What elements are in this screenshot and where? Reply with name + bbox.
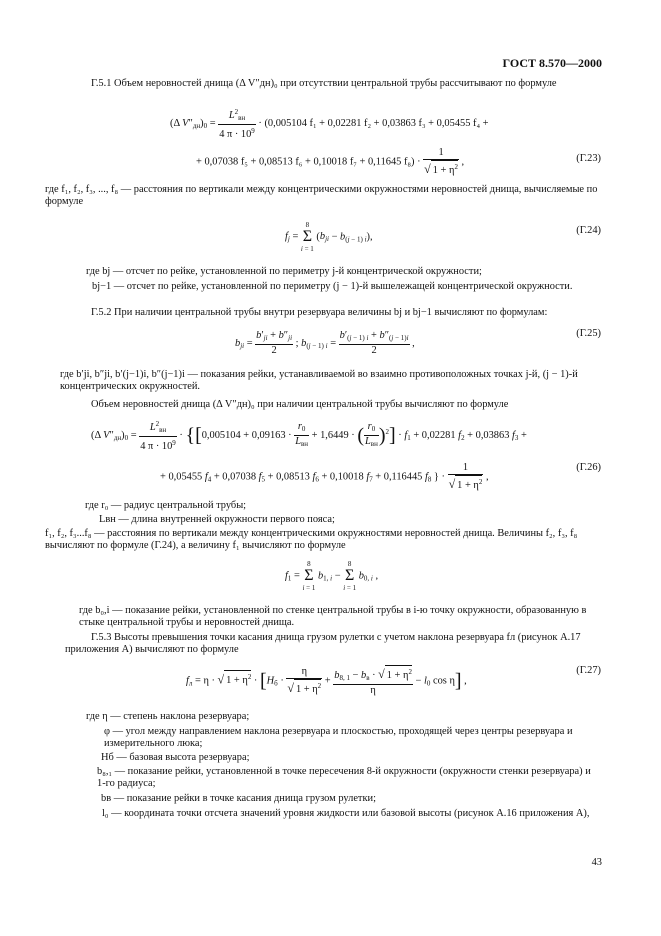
equation-number: (Г.27) [576,665,601,676]
definition-b-ji: где b′ji, b″ji, b′(j−1)i, b″(j−1)i — показания рейки, устанавливаемой во взаимно противоположных точках j-й, (j − 1)-й концентрических окружностей. [60,369,578,392]
definition-lvn: Lвн — длина внутренней окружности первого пояса; [99,514,335,525]
equation-g26-line2: + 0,05455 $f_4 + 0,07038$ $f_5 + 0,08513$ $f_6 + 0,10018$ $f_7 + 0,116445$ $f_8$ } · $\frac{1}{√ 1 + \eta^2}$ , [160,462,489,491]
definition-bj: где bj — отсчет по рейке, установленной по периметру j-й концентрической окружности; [86,266,482,277]
equation-g27: $f_л = \eta$ · √ $1 + \eta^2 \cdot [H_б$ · $\frac{\eta}{√ 1 + \eta^2}$ + $\frac{b_{8, 1} - b_в \cdot √ 1 + \eta^2}{\eta}$ − $l_0$ cos η] , [186,666,467,696]
definition-b81: b₈,₁ — показание рейки, установленной в точке пересечения 8-й окружности (окружности стенки резервуара) и 1-го радиуса; [97,766,591,789]
equation-g23-line1: (Δ $V''_{дн})_0$ = $\frac{L^2_{вн}}{4 \pi \cdot 10^9}$ · (0,005104 f₁ + 0,02281 f₂ + 0,03863 f₃ + 0,05455 f₄ + [170,108,489,140]
definition-f1-f8: f₁, f₂, f₃...f₈ — расстояния по вертикали между концентрическими окружностями неровностей днища. Величины f₂, f₃, f₈ вычисляют по формуле (Г.24), а величину f₁ вычисляют по формуле [45,528,578,551]
definition-hb: Hб — базовая высота резервуара; [101,752,250,763]
definition-bj-1: bj−1 — отсчет по рейке, установленной по периметру (j − 1)-й вышележащей концентрической окружности. [92,281,573,292]
definition-l0: l₀ — координата точки отсчета значений уровня жидкости или базовой высоты (рисунок А.16 приложения А), [102,808,590,819]
paragraph-volume: Объем неровностей днища (Δ V″дн)₀ при наличии центральной трубы вычисляют по формуле [91,399,509,410]
equation-f1: $f_1 = 8$ Σ i = 1 $b_{1, i} - 8$ Σ i = 1 $b_{0, i}$ , [285,560,379,592]
equation-g23-line2: + 0,07038 f₅ + 0,08513 f₆ + 0,10018 f₇ + 0,11645 f₈) · $\frac{1}{√ 1 + \eta^2}$ , [196,147,465,176]
paragraph-g52: Г.5.2 При наличии центральной трубы внутри резервуара величины bj и bj−1 вычисляют по формулам: [91,307,548,318]
paragraph-g53: Г.5.3 Высоты превышения точки касания днища грузом рулетки с учетом наклона резервуара fл (рисунок А.17 приложения А) вычисляют по формуле [65,632,581,655]
equation-number: (Г.23) [576,153,601,164]
definition-eta: где η — степень наклона резервуара; [86,711,250,722]
paragraph-g51: Г.5.1 Объем неровностей днища (Δ V″дн)₀ при отсутствии центральной трубы рассчитывают по формуле [91,78,557,89]
equation-g24: $f_j = 8$ Σ i = 1 $(b_{ji} - b_{(j - 1) i})$, [285,221,373,253]
equation-number: (Г.26) [576,462,601,473]
definition-phi: φ — угол между направлением наклона резервуара и плоскостью, проходящей через центры резервуара и измерительного люка; [104,726,573,749]
equation-g25: $b_{ji}$ = $\frac{b'_{ji} + b''_{ji}}{2}$ ; $b_{(j - 1) i}$ = $\frac{b'_{(j - 1) i} + b''_{(j - 1)i}}{2}$ , [235,330,415,356]
page-number: 43 [591,857,602,868]
definition-f: где f₁, f₂, f₃, ..., f₈ — расстояния по вертикали между концентрическими окружностями неровностей днища, вычисляемые по формуле [45,184,598,207]
definition-r0: где r₀ — радиус центральной трубы; [85,500,247,511]
page-header: ГОСТ 8.570—2000 [502,56,602,70]
definition-b0i: где b₀,i — показание рейки, установленной по стенке центральной трубы в i-ю точку окружности, образованную в стыке центральной трубы и неровностей днища. [79,605,587,628]
definition-bv: bв — показание рейки в точке касания днища грузом рулетки; [101,793,376,804]
equation-number: (Г.25) [576,328,601,339]
equation-g26-line1: (Δ $V''_{дн})_0$ = $\frac{L^2_{вн}}{4 \pi \cdot 10^9}$ · {[0,005104 + 0,09163 · $\frac{r_0}{L_{вн}}$ + 1,6449 · ( $\frac{r_0}{L_{вн}}$ )$^2] \cdot f_1 + 0,02281$ $f_2 + 0,03863$ $f_3$ + [91,420,527,452]
equation-number: (Г.24) [576,225,601,236]
